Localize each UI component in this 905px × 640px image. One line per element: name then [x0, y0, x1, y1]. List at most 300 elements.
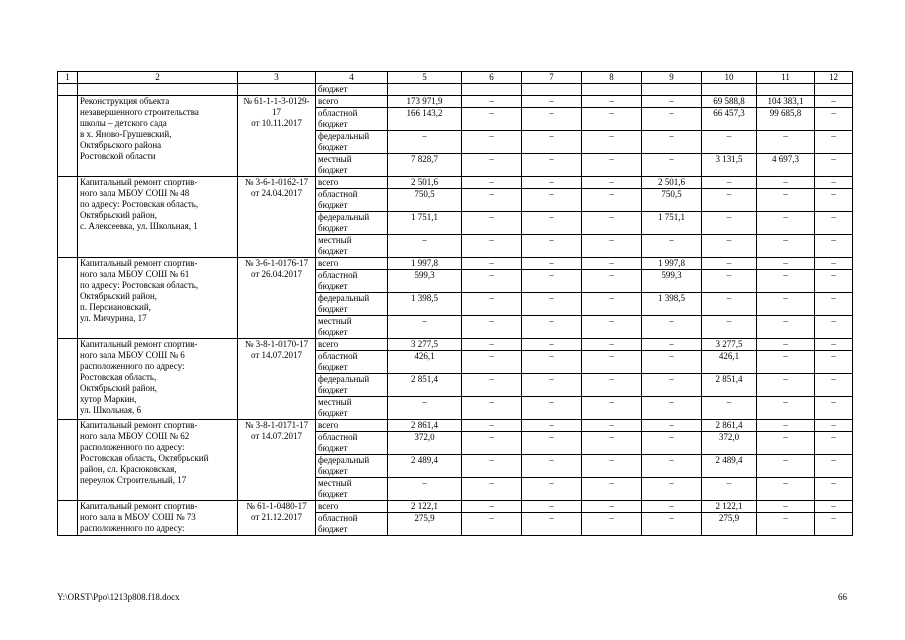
funding-source-cell [316, 154, 388, 177]
value-cell: – [757, 432, 815, 455]
value-cell: – [522, 351, 582, 374]
value-cell: – [462, 177, 522, 189]
header-cell: 2 [78, 72, 238, 84]
value-cell: – [702, 397, 757, 420]
cell-line: ул. Мичурина, 17 [80, 313, 147, 323]
value-cell: – [702, 258, 757, 270]
cell-line: федеральный [318, 131, 370, 141]
value-cell: – [815, 258, 853, 270]
cell-line: от 14.07.2017 [250, 431, 303, 441]
value-cell: – [522, 478, 582, 501]
cell-line: по адресу: Ростовская область, [80, 280, 199, 290]
header-row [58, 72, 853, 84]
value-cell: 2 122,1 [702, 501, 757, 513]
cell-line: от 21.12.2017 [250, 512, 303, 522]
cell-line: всего [318, 96, 339, 106]
value-cell: – [642, 108, 702, 131]
header-cell: 5 [388, 72, 462, 84]
cell-line: местный [318, 154, 352, 164]
funding-source-cell [316, 501, 388, 513]
value-cell: – [582, 432, 642, 455]
source-cell: бюджет [316, 84, 388, 96]
table-cell [388, 84, 462, 96]
table-cell [582, 84, 642, 96]
value-cell: – [815, 339, 853, 351]
value-cell: – [462, 189, 522, 212]
cell-line: бюджет [318, 223, 348, 233]
header-cell: 4 [316, 72, 388, 84]
cell-line: № 3-8-1-0170-17 [244, 339, 309, 349]
value-cell: – [642, 316, 702, 339]
cell-line: бюджет [318, 246, 348, 256]
value-cell: – [757, 501, 815, 513]
cell-line: бюджет [318, 304, 348, 314]
cell-line: бюджет [318, 362, 348, 372]
value-cell: – [582, 293, 642, 316]
cell-line: Капитальный ремонт спортив- [80, 501, 198, 511]
row-number-cell [58, 501, 78, 536]
funding-source-cell [316, 189, 388, 212]
value-cell: – [757, 351, 815, 374]
object-name-cell [78, 258, 238, 339]
header-cell: 12 [815, 72, 853, 84]
value-cell: – [757, 293, 815, 316]
funding-source-cell [316, 420, 388, 432]
value-cell: 1 751,1 [642, 212, 702, 235]
value-cell: 426,1 [702, 351, 757, 374]
document-number-cell [238, 258, 316, 339]
table-row [58, 177, 853, 189]
value-cell: – [757, 455, 815, 478]
cell-line: № 3-6-1-0176-17 [244, 258, 309, 268]
funding-source-cell [316, 397, 388, 420]
value-cell: – [462, 212, 522, 235]
cell-line: областной [318, 432, 358, 442]
value-cell: – [582, 258, 642, 270]
cell-line: Ростовская область, [80, 372, 157, 382]
value-cell: – [815, 374, 853, 397]
cell-line: Капитальный ремонт спортив- [80, 258, 198, 268]
value-cell: – [388, 397, 462, 420]
value-cell: 275,9 [388, 513, 462, 536]
cell-line: район, сл. Красюковская, [80, 464, 177, 474]
value-cell: – [462, 513, 522, 536]
value-cell: – [522, 432, 582, 455]
table-row [58, 339, 853, 351]
value-cell: – [757, 270, 815, 293]
value-cell: 2 861,4 [388, 420, 462, 432]
value-cell: – [757, 235, 815, 258]
value-cell: 173 971,9 [388, 96, 462, 108]
value-cell: – [757, 513, 815, 536]
funding-source-cell [316, 258, 388, 270]
table-cell [815, 84, 853, 96]
value-cell: – [757, 420, 815, 432]
value-cell: – [462, 258, 522, 270]
funding-source-cell [316, 96, 388, 108]
cell-line: всего [318, 501, 339, 511]
table-cell [757, 84, 815, 96]
document-number-cell [238, 339, 316, 420]
value-cell: – [815, 131, 853, 154]
value-cell: – [642, 513, 702, 536]
value-cell: – [815, 513, 853, 536]
cell-line: от 14.07.2017 [250, 350, 303, 360]
cell-line: областной [318, 513, 358, 523]
value-cell: – [522, 108, 582, 131]
value-cell: – [702, 478, 757, 501]
cell-line: по адресу: Ростовская область, [80, 199, 199, 209]
value-cell: – [522, 189, 582, 212]
funding-source-cell [316, 432, 388, 455]
cell-line: бюджет [318, 466, 348, 476]
object-name-cell [78, 339, 238, 420]
value-cell: – [815, 96, 853, 108]
value-cell: – [757, 374, 815, 397]
value-cell: – [522, 131, 582, 154]
value-cell: – [522, 339, 582, 351]
value-cell: – [702, 235, 757, 258]
table-body [58, 72, 853, 536]
cell-line: Капитальный ремонт спортив- [80, 339, 198, 349]
value-cell: 372,0 [702, 432, 757, 455]
value-cell: – [642, 501, 702, 513]
cell-line: бюджет [318, 142, 348, 152]
value-cell: – [815, 235, 853, 258]
header-cell: 7 [522, 72, 582, 84]
cell-line: незавершенного строительства [80, 107, 199, 117]
header-cell: 9 [642, 72, 702, 84]
value-cell: – [522, 96, 582, 108]
value-cell: – [815, 432, 853, 455]
value-cell: 1 751,1 [388, 212, 462, 235]
funding-source-cell [316, 316, 388, 339]
value-cell: – [582, 212, 642, 235]
value-cell: – [522, 455, 582, 478]
cell-line: Ростовской области [80, 151, 156, 161]
value-cell: – [642, 397, 702, 420]
cell-line: бюджет [318, 443, 348, 453]
value-cell: – [757, 397, 815, 420]
value-cell: – [388, 131, 462, 154]
value-cell: 104 383,1 [757, 96, 815, 108]
value-cell: 2 489,4 [702, 455, 757, 478]
cell-line: Ростовская область, Октябрьский [80, 453, 209, 463]
value-cell: – [522, 212, 582, 235]
value-cell: – [642, 374, 702, 397]
value-cell: – [462, 154, 522, 177]
cell-line: областной [318, 189, 358, 199]
row-number-cell [58, 420, 78, 501]
value-cell: – [582, 478, 642, 501]
value-cell: 2 489,4 [388, 455, 462, 478]
value-cell: – [462, 270, 522, 293]
cell-line: местный [318, 397, 352, 407]
funding-source-cell [316, 131, 388, 154]
value-cell: 3 131,5 [702, 154, 757, 177]
value-cell: – [702, 316, 757, 339]
cell-line: в х. Яново-Грушевский, [80, 129, 172, 139]
value-cell: – [815, 478, 853, 501]
value-cell: – [815, 108, 853, 131]
cell-line: федеральный [318, 212, 370, 222]
cell-line: ного зала в МБОУ СОШ № 73 [80, 512, 196, 522]
value-cell: 66 457,3 [702, 108, 757, 131]
cell-line: 17 [272, 107, 281, 117]
table-cell [58, 84, 78, 96]
value-cell: – [815, 270, 853, 293]
value-cell: – [642, 351, 702, 374]
cell-line: Октябрьский район, [80, 383, 158, 393]
value-cell: 2 501,6 [388, 177, 462, 189]
cell-line: бюджет [318, 489, 348, 499]
value-cell: – [462, 316, 522, 339]
cell-line: бюджет [318, 524, 348, 534]
value-cell: – [462, 108, 522, 131]
value-cell: – [642, 432, 702, 455]
cell-line: бюджет [318, 119, 348, 129]
cell-line: федеральный [318, 293, 370, 303]
value-cell: – [582, 351, 642, 374]
cell-line: расположенного по адресу: [80, 442, 185, 452]
header-cell: 1 [58, 72, 78, 84]
cell-line: областной [318, 351, 358, 361]
document-number-cell [238, 420, 316, 501]
value-cell: – [702, 189, 757, 212]
value-cell: – [642, 154, 702, 177]
value-cell: – [815, 293, 853, 316]
funding-source-cell [316, 293, 388, 316]
cell-line: от 10.11.2017 [251, 118, 302, 128]
value-cell: – [462, 235, 522, 258]
row-number-cell [58, 258, 78, 339]
value-cell: – [642, 420, 702, 432]
value-cell: 599,3 [388, 270, 462, 293]
cell-line: местный [318, 235, 352, 245]
value-cell: 3 277,5 [702, 339, 757, 351]
value-cell: – [582, 501, 642, 513]
object-name-cell [78, 96, 238, 177]
value-cell: – [462, 455, 522, 478]
footer-file-path: Y:\ORST\Ppo\1213p808.f18.docx [57, 592, 180, 602]
budget-table [57, 71, 853, 536]
value-cell: 7 828,7 [388, 154, 462, 177]
value-cell: – [642, 478, 702, 501]
cell-line: расположенного по адресу: [80, 361, 185, 371]
table-cell [642, 84, 702, 96]
cell-line: расположенного по адресу: [80, 523, 185, 533]
funding-source-cell [316, 339, 388, 351]
cell-line: всего [318, 339, 339, 349]
cell-line: бюджет [318, 408, 348, 418]
value-cell: – [522, 420, 582, 432]
object-name-cell [78, 420, 238, 501]
cell-line: Октябрьский район, [80, 291, 158, 301]
value-cell: 750,5 [642, 189, 702, 212]
funding-source-cell [316, 235, 388, 258]
object-name-cell [78, 177, 238, 258]
value-cell: 3 277,5 [388, 339, 462, 351]
value-cell: – [642, 131, 702, 154]
table-cell [462, 84, 522, 96]
value-cell: – [582, 177, 642, 189]
document-number-cell [238, 501, 316, 536]
value-cell: – [582, 96, 642, 108]
value-cell: – [815, 189, 853, 212]
value-cell: 2 501,6 [642, 177, 702, 189]
cell-line: с. Алексеевка, ул. Школьная, 1 [80, 221, 198, 231]
value-cell: – [462, 293, 522, 316]
cell-line: переулок Строительный, 17 [80, 475, 187, 485]
cell-line: № 61-1-0480-17 [246, 501, 307, 511]
value-cell: – [582, 235, 642, 258]
value-cell: – [522, 177, 582, 189]
value-cell: – [388, 316, 462, 339]
value-cell: – [462, 501, 522, 513]
value-cell: – [582, 339, 642, 351]
cell-line: федеральный [318, 455, 370, 465]
value-cell: 166 143,2 [388, 108, 462, 131]
value-cell: 69 588,8 [702, 96, 757, 108]
value-cell: – [582, 131, 642, 154]
value-cell: – [582, 154, 642, 177]
document-number-cell [238, 96, 316, 177]
value-cell: 2 122,1 [388, 501, 462, 513]
value-cell: 599,3 [642, 270, 702, 293]
value-cell: – [582, 455, 642, 478]
value-cell: – [642, 235, 702, 258]
cell-line: бюджет [318, 385, 348, 395]
value-cell: – [702, 177, 757, 189]
value-cell: – [582, 316, 642, 339]
cell-line: бюджет [318, 327, 348, 337]
cell-line: областной [318, 108, 358, 118]
funding-source-cell [316, 177, 388, 189]
cell-line: местный [318, 478, 352, 488]
cell-line: областной [318, 270, 358, 280]
value-cell: 4 697,3 [757, 154, 815, 177]
header-cell: 10 [702, 72, 757, 84]
cell-line: № 61-1-1-3-0129- [243, 96, 310, 106]
value-cell: – [522, 293, 582, 316]
cell-line: № 3-6-1-0162-17 [244, 177, 309, 187]
table-cell [78, 84, 238, 96]
value-cell: – [757, 131, 815, 154]
header-cell: 8 [582, 72, 642, 84]
value-cell: – [815, 351, 853, 374]
value-cell: – [462, 478, 522, 501]
value-cell: – [582, 108, 642, 131]
value-cell: – [757, 189, 815, 212]
cell-line: бюджет [318, 200, 348, 210]
value-cell: 1 398,5 [642, 293, 702, 316]
footer-page-number: 66 [838, 592, 847, 602]
value-cell: – [815, 154, 853, 177]
value-cell: 275,9 [702, 513, 757, 536]
value-cell: 426,1 [388, 351, 462, 374]
value-cell: – [702, 270, 757, 293]
value-cell: 1 997,8 [388, 258, 462, 270]
value-cell: – [462, 351, 522, 374]
value-cell: – [522, 154, 582, 177]
value-cell: – [522, 501, 582, 513]
funding-source-cell [316, 270, 388, 293]
value-cell: – [815, 212, 853, 235]
value-cell: – [388, 478, 462, 501]
header-cell: 6 [462, 72, 522, 84]
cell-line: бюджет [318, 165, 348, 175]
value-cell: 750,5 [388, 189, 462, 212]
continuation-row [58, 84, 853, 96]
cell-line: ного зала МБОУ СОШ № 61 [80, 269, 190, 279]
cell-line: ного зала МБОУ СОШ № 62 [80, 431, 190, 441]
table-cell [702, 84, 757, 96]
funding-source-cell [316, 455, 388, 478]
cell-line: Реконструкция объекта [80, 96, 170, 106]
cell-line: от 24.04.2017 [250, 188, 303, 198]
value-cell: – [388, 235, 462, 258]
value-cell: – [582, 270, 642, 293]
cell-line: бюджет [318, 281, 348, 291]
funding-source-cell [316, 351, 388, 374]
cell-line: п. Персиановский, [80, 302, 151, 312]
value-cell: – [702, 293, 757, 316]
value-cell: – [757, 339, 815, 351]
value-cell: – [757, 478, 815, 501]
value-cell: 2 861,4 [702, 420, 757, 432]
value-cell: 372,0 [388, 432, 462, 455]
value-cell: – [642, 455, 702, 478]
funding-source-cell [316, 374, 388, 397]
value-cell: – [582, 374, 642, 397]
value-cell: – [815, 397, 853, 420]
value-cell: – [582, 397, 642, 420]
value-cell: – [462, 339, 522, 351]
value-cell: – [522, 270, 582, 293]
value-cell: – [815, 501, 853, 513]
cell-line: № 3-8-1-0171-17 [244, 420, 309, 430]
cell-line: Капитальный ремонт спортив- [80, 420, 198, 430]
value-cell: – [522, 258, 582, 270]
cell-line: Октябрьский район, [80, 210, 158, 220]
value-cell: – [757, 258, 815, 270]
value-cell: – [462, 432, 522, 455]
row-number-cell [58, 96, 78, 177]
value-cell: – [642, 96, 702, 108]
cell-line: Октябрьского района [80, 140, 162, 150]
cell-line: всего [318, 177, 339, 187]
value-cell: – [582, 513, 642, 536]
cell-line: от 26.04.2017 [250, 269, 303, 279]
value-cell: – [642, 339, 702, 351]
header-cell: 3 [238, 72, 316, 84]
cell-line: местный [318, 316, 352, 326]
value-cell: – [815, 455, 853, 478]
value-cell: – [522, 397, 582, 420]
value-cell: – [582, 189, 642, 212]
table-cell [522, 84, 582, 96]
value-cell: – [522, 235, 582, 258]
value-cell: 2 851,4 [388, 374, 462, 397]
cell-line: всего [318, 258, 339, 268]
row-number-cell [58, 177, 78, 258]
cell-line: ул. Школьная, 6 [80, 405, 142, 415]
cell-line: федеральный [318, 374, 370, 384]
value-cell: – [815, 177, 853, 189]
object-name-cell [78, 501, 238, 536]
value-cell: – [462, 131, 522, 154]
document-number-cell [238, 177, 316, 258]
